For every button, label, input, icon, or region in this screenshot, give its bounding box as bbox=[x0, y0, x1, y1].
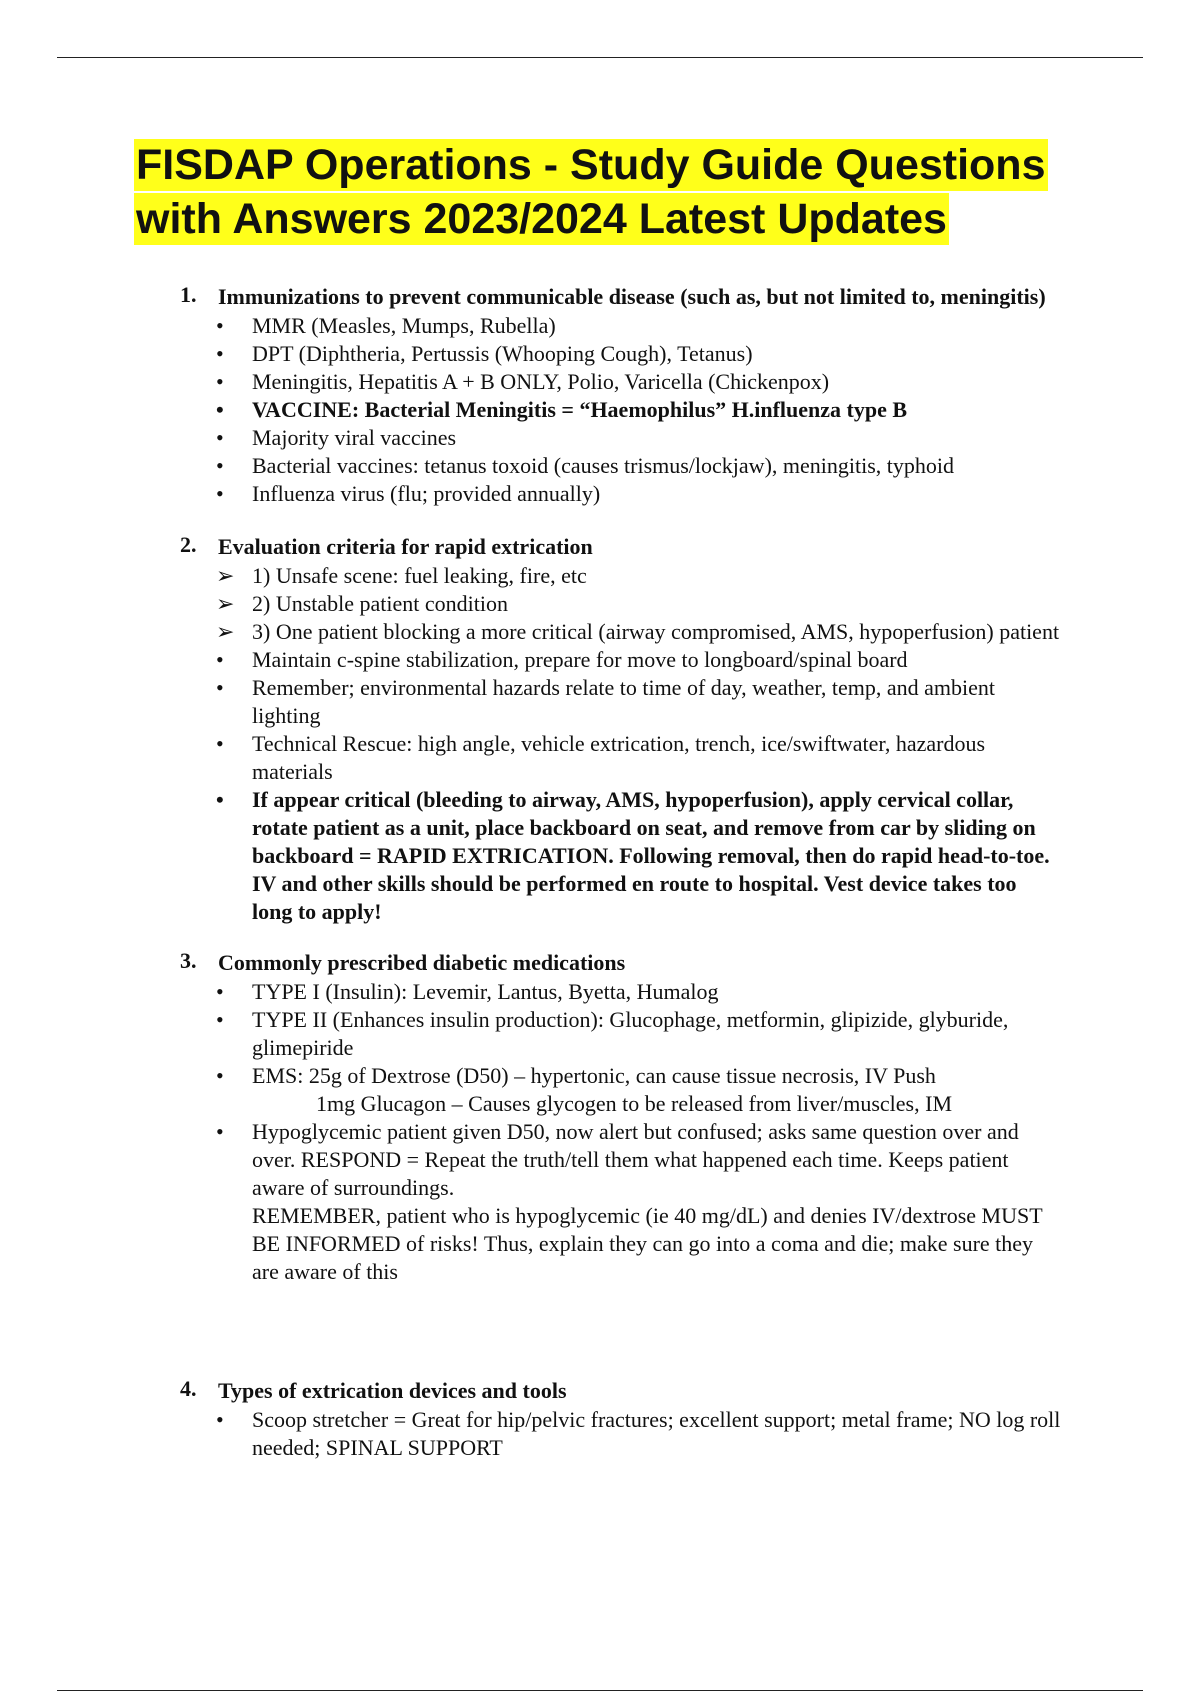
list-item: • Remember; environmental hazards relate to time of day, weather, temp, and ambient lighting bbox=[216, 675, 995, 728]
question-heading: Types of extrication devices and tools bbox=[218, 1378, 567, 1403]
list-item-continuation: 1mg Glucagon – Causes glycogen to be released from liver/muscles, IM bbox=[316, 1091, 953, 1116]
answer-list bbox=[142, 1406, 1062, 1462]
list-item: ➢ 1) Unsafe scene: fuel leaking, fire, etc bbox=[216, 563, 587, 588]
bullet-icon: • bbox=[216, 481, 224, 506]
arrow-bullet-icon: ➢ bbox=[216, 619, 235, 644]
question-heading: Commonly prescribed diabetic medications bbox=[218, 950, 626, 975]
list-item: • TYPE II (Enhances insulin production): Glucophage, metformin, glipizide, glyburide, glimepiride bbox=[216, 1007, 1009, 1060]
list-item: • Majority viral vaccines bbox=[216, 425, 457, 450]
list-item: • Influenza virus (flu; provided annually) bbox=[216, 481, 601, 506]
list-item: • Bacterial vaccines: tetanus toxoid (causes trismus/lockjaw), meningitis, typhoid bbox=[216, 453, 955, 478]
question-4 bbox=[180, 1376, 1100, 1462]
arrow-bullet-icon: ➢ bbox=[216, 591, 235, 616]
list-item: • Scoop stretcher = Great for hip/pelvic fractures; excellent support; metal frame; NO log roll needed; SPINAL SUPPORT bbox=[216, 1407, 1061, 1460]
question-number: 4. bbox=[180, 1376, 197, 1401]
page-title: FISDAP Operations - Study Guide Questions with Answers 2023/2024 Latest Updates bbox=[136, 141, 1046, 243]
list-item: • DPT (Diphtheria, Pertussis (Whooping Cough), Tetanus) bbox=[216, 341, 753, 366]
question-3 bbox=[180, 948, 1100, 1286]
list-item: • Meningitis, Hepatitis A + B ONLY, Polio, Varicella (Chickenpox) bbox=[216, 369, 830, 394]
list-item: • MMR (Measles, Mumps, Rubella) bbox=[216, 313, 556, 338]
question-heading: Evaluation criteria for rapid extrication bbox=[218, 534, 593, 559]
bullet-icon: • bbox=[216, 647, 224, 672]
answer-list bbox=[142, 978, 1062, 1286]
bullet-icon: • bbox=[216, 979, 224, 1004]
list-item: • VACCINE: Bacterial Meningitis = “Haemophilus” H.influenza type B bbox=[216, 397, 908, 422]
bullet-icon: • bbox=[216, 1119, 224, 1144]
bullet-icon: • bbox=[216, 787, 224, 812]
list-item: • If appear critical (bleeding to airway, AMS, hypoperfusion), apply cervical collar, rotate patient as a unit, place backboard on seat, and remove from car by sliding on backboard = RAPID EXTRICATION. Following removal, then do rapid head-to-toe. IV and other skills should be performed en route to hospital. Vest device takes too long to apply! bbox=[216, 787, 1050, 924]
list-item: • EMS: 25g of Dextrose (D50) – hypertonic, can cause tissue necrosis, IV Push 1mg Glucagon – Causes glycogen to be released from liver/muscles, IM bbox=[252, 1062, 1062, 1118]
bullet-icon: • bbox=[216, 1007, 224, 1032]
question-number: 3. bbox=[180, 948, 197, 973]
bullet-icon: • bbox=[216, 341, 224, 366]
list-item: • Hypoglycemic patient given D50, now alert but confused; asks same question over and over. RESPOND = Repeat the truth/tell them what happened each time. Keeps patient aware of surroundings. REMEMBER, patient who is hypoglycemic (ie 40 mg/dL) and denies IV/dextrose MUST BE INFORMED of risks! Thus, explain they can go into a coma and die; make sure they are aware of this bbox=[252, 1118, 1062, 1286]
question-heading: Immunizations to prevent communicable disease (such as, but not limited to, meningitis) bbox=[218, 284, 1046, 309]
list-item: • Technical Rescue: high angle, vehicle extrication, trench, ice/swiftwater, hazardous materials bbox=[216, 731, 986, 784]
bullet-icon: • bbox=[216, 675, 224, 700]
bullet-icon: • bbox=[216, 731, 224, 756]
question-number: 1. bbox=[180, 282, 197, 307]
bullet-icon: • bbox=[216, 1407, 224, 1432]
list-item: ➢ 3) One patient blocking a more critical (airway compromised, AMS, hypoperfusion) patient bbox=[216, 619, 1060, 644]
bullet-icon: • bbox=[216, 369, 224, 394]
list-item: • TYPE I (Insulin): Levemir, Lantus, Byetta, Humalog bbox=[216, 979, 719, 1004]
list-item-continuation: REMEMBER, patient who is hypoglycemic (ie 40 mg/dL) and denies IV/dextrose MUST BE INFORMED of risks! Thus, explain they can go into a coma and die; make sure they are aware of this bbox=[252, 1203, 1043, 1284]
document-body bbox=[180, 282, 1100, 1462]
bullet-icon: • bbox=[216, 1063, 224, 1088]
answer-list bbox=[142, 562, 1062, 926]
bullet-icon: • bbox=[216, 397, 224, 422]
arrow-bullet-icon: ➢ bbox=[216, 563, 235, 588]
bullet-icon: • bbox=[216, 425, 224, 450]
list-item: • Maintain c-spine stabilization, prepare for move to longboard/spinal board bbox=[216, 647, 908, 672]
bullet-icon: • bbox=[216, 313, 224, 338]
answer-list bbox=[142, 312, 1062, 508]
bullet-icon: • bbox=[216, 453, 224, 478]
list-item: ➢ 2) Unstable patient condition bbox=[216, 591, 508, 616]
header-rule bbox=[57, 57, 1143, 58]
question-2 bbox=[180, 532, 1100, 926]
question-number: 2. bbox=[180, 532, 197, 557]
footer-rule bbox=[57, 1690, 1143, 1691]
question-1 bbox=[180, 282, 1100, 508]
